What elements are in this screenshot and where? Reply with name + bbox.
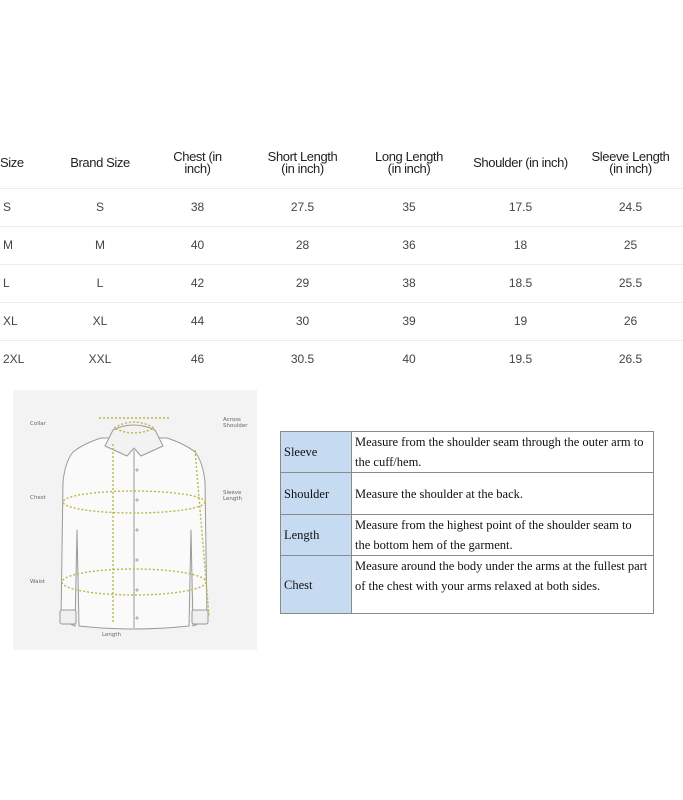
- across-shoulder-label: Across Shoulder: [223, 417, 248, 429]
- header-brand-size: Brand Size: [55, 138, 145, 188]
- header-short-length: [250, 138, 355, 188]
- cell-chest: 44: [145, 302, 250, 340]
- cell-short-length: 28: [250, 226, 355, 264]
- cell-chest: 38: [145, 188, 250, 226]
- cell-sleeve-length: 26.5: [618, 352, 643, 367]
- guide-term-length: Length: [281, 515, 352, 556]
- cell-brand-size: XL: [55, 302, 145, 340]
- cell-brand-size: S: [55, 188, 145, 226]
- cell-brand-size: L: [55, 264, 145, 302]
- cell-short-length: 27.5: [250, 188, 355, 226]
- guide-desc-shoulder: Measure the shoulder at the back.: [352, 473, 654, 515]
- header-sleeve-length: [578, 138, 683, 188]
- cell-brand-size: M: [55, 226, 145, 264]
- cell-size: XL: [0, 302, 55, 340]
- cell-shoulder: 17.5: [463, 188, 578, 226]
- waist-label: Waist: [30, 579, 46, 585]
- guide-row-shoulder: [281, 473, 654, 515]
- cell-shoulder: 18: [463, 226, 578, 264]
- guide-term-shoulder: Shoulder: [281, 473, 352, 515]
- cell-short-length: 30: [250, 302, 355, 340]
- cell-size: L: [0, 264, 55, 302]
- guide-row-sleeve: [281, 432, 654, 473]
- cell-sleeve-length: 26: [578, 302, 683, 340]
- cell-chest: 40: [145, 226, 250, 264]
- cell-size: S: [0, 188, 55, 226]
- cell-sleeve-length: 24.5: [578, 188, 683, 226]
- header-size: Size: [0, 138, 55, 188]
- size-chart-table: [0, 138, 683, 378]
- sleeve-length-label: Sleeve Length: [223, 490, 242, 502]
- length-label: Length: [102, 632, 121, 638]
- cell-short-length: 29: [250, 264, 355, 302]
- header-chest: [145, 138, 250, 188]
- header-long-length: [355, 138, 463, 188]
- guide-row-length: [281, 515, 654, 556]
- right-cuff: [192, 610, 208, 624]
- header-chest-text: Chest (in inch): [173, 148, 222, 176]
- collar-label: Collar: [30, 421, 46, 427]
- table-row: [0, 302, 683, 340]
- header-long-length-text: Long Length (in inch): [375, 148, 443, 176]
- cell-chest: 42: [145, 264, 250, 302]
- guide-desc-chest: Measure around the body under the arms at the fullest part of the chest with your arms relaxed at both sides.: [352, 556, 654, 614]
- shirt-measurement-diagram: [13, 390, 257, 650]
- guide-term-sleeve: Sleeve: [281, 432, 352, 473]
- guide-row-chest: [281, 556, 654, 614]
- table-row: [0, 188, 683, 226]
- cell-size: M: [0, 226, 55, 264]
- cell-sleeve-length: 25.5: [578, 264, 683, 302]
- table-row: [0, 340, 683, 378]
- cell-long-length: 35: [355, 188, 463, 226]
- table-row: [0, 264, 683, 302]
- header-sleeve-length-text: Sleeve Length (in inch): [591, 148, 670, 176]
- cell-brand-size: XXL: [88, 352, 112, 367]
- guide-desc-sleeve: Measure from the shoulder seam through the outer arm to the cuff/hem.: [352, 432, 654, 473]
- cell-chest: 46: [190, 352, 205, 367]
- guide-term-chest: Chest: [281, 556, 352, 614]
- header-shoulder: Shoulder (in inch): [463, 138, 578, 188]
- header-short-length-text: Short Length (in inch): [267, 148, 338, 176]
- cell-long-length: 36: [355, 226, 463, 264]
- cell-size: 2XL: [3, 352, 25, 367]
- measurement-guide-table: [280, 431, 654, 614]
- table-row: [0, 226, 683, 264]
- cell-shoulder: 19: [463, 302, 578, 340]
- left-cuff: [60, 610, 76, 624]
- chest-label: Chest: [30, 495, 46, 501]
- cell-short-length: 30.5: [290, 352, 315, 367]
- cell-shoulder: 18.5: [463, 264, 578, 302]
- cell-long-length: 39: [355, 302, 463, 340]
- guide-desc-length: Measure from the highest point of the shoulder seam to the bottom hem of the garment.: [352, 515, 654, 556]
- cell-sleeve-length: 25: [578, 226, 683, 264]
- shirt-illustration: [13, 390, 257, 650]
- cell-long-length: 38: [355, 264, 463, 302]
- cell-shoulder: 19.5: [508, 352, 533, 367]
- cell-long-length: 40: [402, 352, 416, 367]
- size-chart-header-row: [0, 138, 683, 188]
